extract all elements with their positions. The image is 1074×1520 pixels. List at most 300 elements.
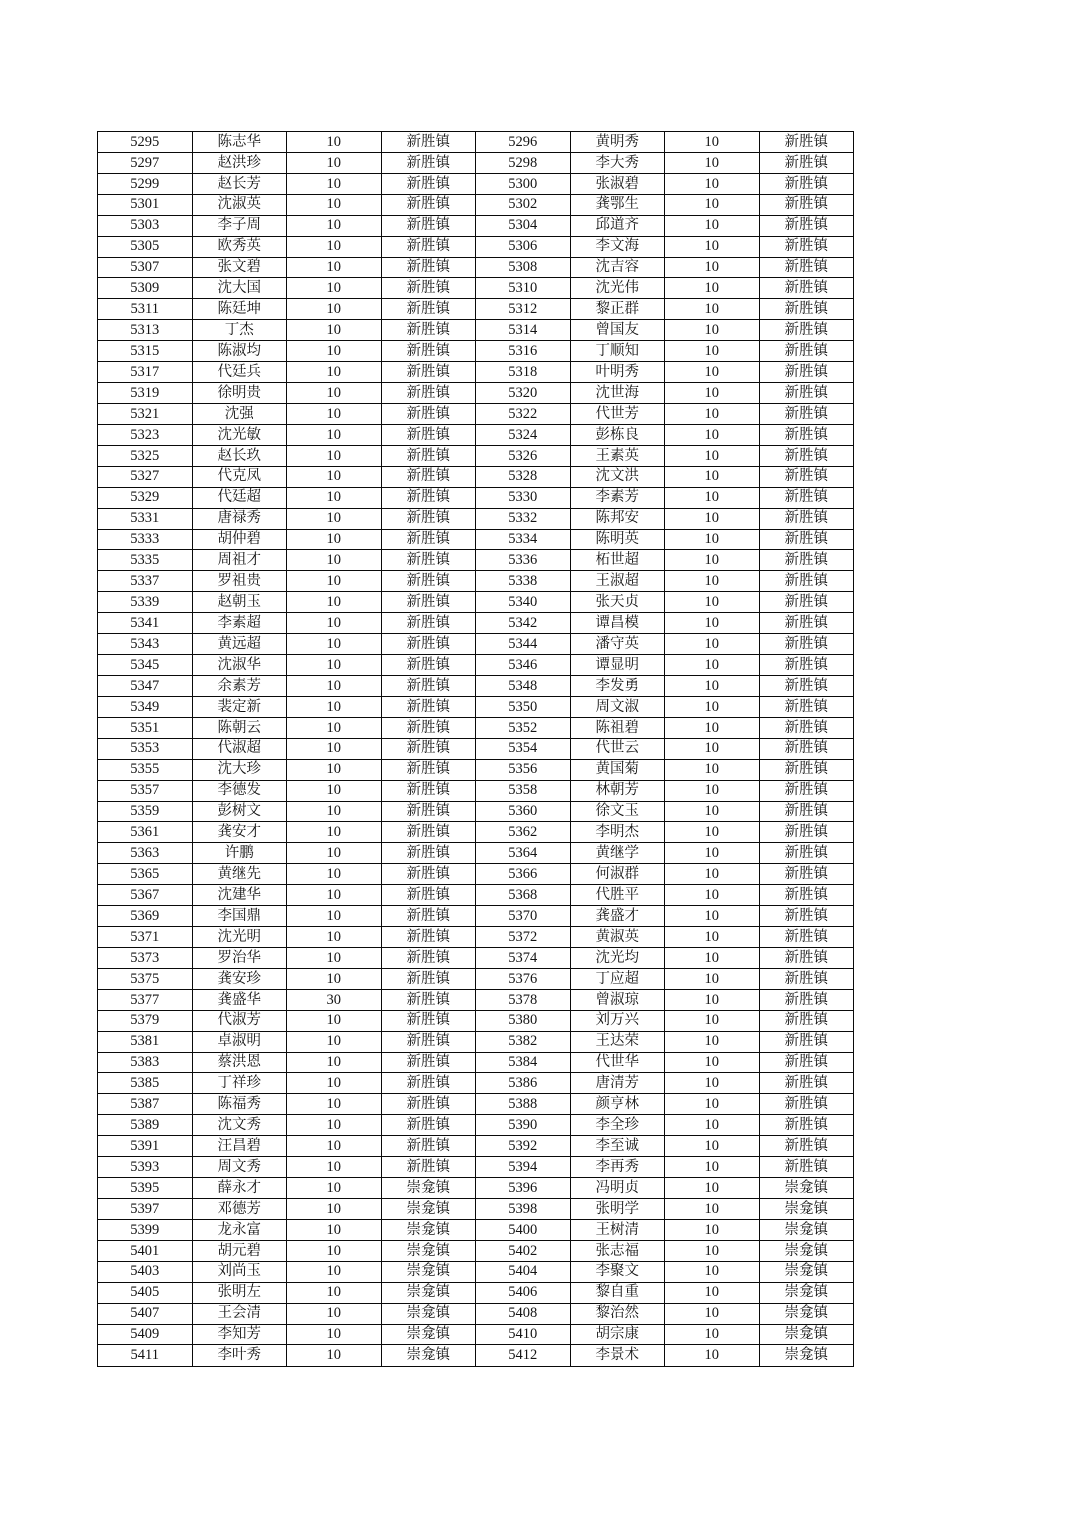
serial-number-cell: 5411 (98, 1345, 193, 1367)
table-row (98, 1136, 854, 1157)
amount-cell: 10 (665, 655, 760, 676)
town-cell: 新胜镇 (381, 529, 476, 550)
town-cell: 新胜镇 (759, 403, 854, 424)
table-row (98, 1261, 854, 1282)
serial-number-cell: 5385 (98, 1073, 193, 1094)
table-row (98, 1199, 854, 1220)
table-row (98, 717, 854, 738)
amount-cell: 10 (287, 424, 382, 445)
serial-number-cell: 5326 (476, 445, 571, 466)
person-name-cell: 赵洪珍 (192, 152, 287, 173)
town-cell: 崇龛镇 (381, 1324, 476, 1345)
amount-cell: 10 (287, 487, 382, 508)
amount-cell: 10 (665, 927, 760, 948)
amount-cell: 10 (287, 571, 382, 592)
amount-cell: 10 (665, 759, 760, 780)
serial-number-cell: 5334 (476, 529, 571, 550)
town-cell: 新胜镇 (381, 508, 476, 529)
person-name-cell: 李聚文 (570, 1261, 665, 1282)
serial-number-cell: 5409 (98, 1324, 193, 1345)
amount-cell: 10 (287, 403, 382, 424)
table-row (98, 173, 854, 194)
person-name-cell: 陈淑均 (192, 341, 287, 362)
table-row (98, 132, 854, 153)
town-cell: 新胜镇 (381, 592, 476, 613)
person-name-cell: 沈吉容 (570, 257, 665, 278)
serial-number-cell: 5402 (476, 1240, 571, 1261)
amount-cell: 10 (287, 1219, 382, 1240)
serial-number-cell: 5302 (476, 194, 571, 215)
person-name-cell: 卓淑明 (192, 1031, 287, 1052)
amount-cell: 10 (287, 1136, 382, 1157)
amount-cell: 10 (665, 194, 760, 215)
serial-number-cell: 5315 (98, 341, 193, 362)
person-name-cell: 李发勇 (570, 675, 665, 696)
amount-cell: 10 (665, 571, 760, 592)
town-cell: 新胜镇 (381, 1157, 476, 1178)
serial-number-cell: 5331 (98, 508, 193, 529)
table-row (98, 508, 854, 529)
town-cell: 新胜镇 (381, 236, 476, 257)
town-cell: 新胜镇 (381, 487, 476, 508)
town-cell: 新胜镇 (381, 864, 476, 885)
person-name-cell: 曾淑琼 (570, 989, 665, 1010)
table-row (98, 927, 854, 948)
town-cell: 新胜镇 (759, 278, 854, 299)
person-name-cell: 陈邦安 (570, 508, 665, 529)
serial-number-cell: 5364 (476, 843, 571, 864)
serial-number-cell: 5373 (98, 947, 193, 968)
amount-cell: 10 (287, 362, 382, 383)
serial-number-cell: 5362 (476, 822, 571, 843)
town-cell: 崇龛镇 (759, 1282, 854, 1303)
amount-cell: 10 (665, 1261, 760, 1282)
amount-cell: 10 (287, 738, 382, 759)
person-name-cell: 代克凤 (192, 466, 287, 487)
amount-cell: 10 (665, 1031, 760, 1052)
serial-number-cell: 5412 (476, 1345, 571, 1367)
town-cell: 新胜镇 (759, 675, 854, 696)
table-row (98, 1031, 854, 1052)
person-name-cell: 李知芳 (192, 1324, 287, 1345)
amount-cell: 10 (287, 613, 382, 634)
serial-number-cell: 5400 (476, 1219, 571, 1240)
person-name-cell: 李叶秀 (192, 1345, 287, 1367)
serial-number-cell: 5347 (98, 675, 193, 696)
amount-cell: 10 (665, 1052, 760, 1073)
table-row (98, 655, 854, 676)
serial-number-cell: 5311 (98, 299, 193, 320)
person-name-cell: 潘守英 (570, 634, 665, 655)
person-name-cell: 李子周 (192, 215, 287, 236)
amount-cell: 10 (665, 445, 760, 466)
person-name-cell: 颜亨林 (570, 1094, 665, 1115)
serial-number-cell: 5354 (476, 738, 571, 759)
person-name-cell: 邓德芳 (192, 1199, 287, 1220)
amount-cell: 10 (287, 236, 382, 257)
amount-cell: 10 (665, 696, 760, 717)
amount-cell: 10 (665, 906, 760, 927)
town-cell: 新胜镇 (759, 257, 854, 278)
table-row (98, 1303, 854, 1324)
town-cell: 新胜镇 (381, 906, 476, 927)
serial-number-cell: 5350 (476, 696, 571, 717)
person-name-cell: 李素芳 (570, 487, 665, 508)
town-cell: 新胜镇 (759, 1157, 854, 1178)
town-cell: 崇龛镇 (759, 1199, 854, 1220)
amount-cell: 10 (665, 968, 760, 989)
town-cell: 新胜镇 (381, 780, 476, 801)
amount-cell: 10 (287, 696, 382, 717)
serial-number-cell: 5332 (476, 508, 571, 529)
person-name-cell: 陈志华 (192, 132, 287, 153)
town-cell: 新胜镇 (759, 759, 854, 780)
amount-cell: 10 (665, 634, 760, 655)
person-name-cell: 蔡洪恩 (192, 1052, 287, 1073)
amount-cell: 10 (665, 529, 760, 550)
serial-number-cell: 5318 (476, 362, 571, 383)
table-row (98, 278, 854, 299)
person-name-cell: 李明杰 (570, 822, 665, 843)
person-name-cell: 龚盛华 (192, 989, 287, 1010)
amount-cell: 10 (665, 320, 760, 341)
amount-cell: 10 (665, 403, 760, 424)
town-cell: 崇龛镇 (381, 1303, 476, 1324)
person-name-cell: 沈大国 (192, 278, 287, 299)
amount-cell: 10 (287, 906, 382, 927)
amount-cell: 10 (287, 864, 382, 885)
amount-cell: 10 (287, 655, 382, 676)
amount-cell: 10 (287, 780, 382, 801)
town-cell: 新胜镇 (381, 403, 476, 424)
person-name-cell: 陈祖碧 (570, 717, 665, 738)
table-row (98, 550, 854, 571)
table-row (98, 634, 854, 655)
amount-cell: 10 (665, 1010, 760, 1031)
amount-cell: 10 (665, 487, 760, 508)
serial-number-cell: 5327 (98, 466, 193, 487)
amount-cell: 10 (287, 152, 382, 173)
person-name-cell: 胡仲碧 (192, 529, 287, 550)
table-row (98, 215, 854, 236)
table-row (98, 236, 854, 257)
town-cell: 崇龛镇 (759, 1240, 854, 1261)
amount-cell: 10 (665, 738, 760, 759)
town-cell: 新胜镇 (381, 173, 476, 194)
person-name-cell: 龚鄂生 (570, 194, 665, 215)
person-name-cell: 黎治然 (570, 1303, 665, 1324)
person-name-cell: 黄淑英 (570, 927, 665, 948)
town-cell: 新胜镇 (381, 675, 476, 696)
amount-cell: 10 (665, 550, 760, 571)
town-cell: 新胜镇 (759, 1094, 854, 1115)
town-cell: 新胜镇 (759, 947, 854, 968)
serial-number-cell: 5378 (476, 989, 571, 1010)
amount-cell: 10 (665, 257, 760, 278)
town-cell: 新胜镇 (381, 550, 476, 571)
table-row (98, 1345, 854, 1367)
amount-cell: 10 (287, 1303, 382, 1324)
person-name-cell: 余素芳 (192, 675, 287, 696)
town-cell: 新胜镇 (759, 132, 854, 153)
serial-number-cell: 5330 (476, 487, 571, 508)
serial-number-cell: 5337 (98, 571, 193, 592)
serial-number-cell: 5366 (476, 864, 571, 885)
table-row (98, 989, 854, 1010)
serial-number-cell: 5342 (476, 613, 571, 634)
serial-number-cell: 5349 (98, 696, 193, 717)
serial-number-cell: 5404 (476, 1261, 571, 1282)
amount-cell: 10 (665, 1282, 760, 1303)
amount-cell: 10 (287, 717, 382, 738)
town-cell: 新胜镇 (381, 445, 476, 466)
town-cell: 新胜镇 (759, 152, 854, 173)
amount-cell: 10 (665, 885, 760, 906)
person-name-cell: 张明学 (570, 1199, 665, 1220)
town-cell: 新胜镇 (381, 759, 476, 780)
amount-cell: 10 (665, 341, 760, 362)
person-name-cell: 李德发 (192, 780, 287, 801)
serial-number-cell: 5319 (98, 383, 193, 404)
serial-number-cell: 5407 (98, 1303, 193, 1324)
town-cell: 新胜镇 (381, 843, 476, 864)
person-name-cell: 龚安珍 (192, 968, 287, 989)
amount-cell: 10 (287, 759, 382, 780)
town-cell: 新胜镇 (381, 968, 476, 989)
amount-cell: 10 (665, 1199, 760, 1220)
person-name-cell: 黎自重 (570, 1282, 665, 1303)
person-name-cell: 沈光敏 (192, 424, 287, 445)
person-name-cell: 沈强 (192, 403, 287, 424)
table-row (98, 1282, 854, 1303)
person-name-cell: 欧秀英 (192, 236, 287, 257)
town-cell: 新胜镇 (759, 320, 854, 341)
person-name-cell: 沈光明 (192, 927, 287, 948)
serial-number-cell: 5370 (476, 906, 571, 927)
town-cell: 新胜镇 (381, 152, 476, 173)
serial-number-cell: 5374 (476, 947, 571, 968)
table-row (98, 1073, 854, 1094)
table-row (98, 1010, 854, 1031)
amount-cell: 10 (665, 508, 760, 529)
person-name-cell: 徐明贵 (192, 383, 287, 404)
person-name-cell: 李全珍 (570, 1115, 665, 1136)
town-cell: 新胜镇 (759, 592, 854, 613)
person-name-cell: 黄明秀 (570, 132, 665, 153)
person-name-cell: 黄继先 (192, 864, 287, 885)
town-cell: 新胜镇 (759, 1115, 854, 1136)
serial-number-cell: 5329 (98, 487, 193, 508)
person-name-cell: 张淑碧 (570, 173, 665, 194)
town-cell: 新胜镇 (759, 1010, 854, 1031)
amount-cell: 10 (665, 362, 760, 383)
table-row (98, 759, 854, 780)
town-cell: 新胜镇 (381, 885, 476, 906)
town-cell: 崇龛镇 (759, 1219, 854, 1240)
table-row (98, 801, 854, 822)
person-name-cell: 张志福 (570, 1240, 665, 1261)
town-cell: 崇龛镇 (759, 1261, 854, 1282)
table-row (98, 1115, 854, 1136)
serial-number-cell: 5394 (476, 1157, 571, 1178)
town-cell: 新胜镇 (759, 864, 854, 885)
serial-number-cell: 5395 (98, 1178, 193, 1199)
amount-cell: 10 (287, 1052, 382, 1073)
town-cell: 新胜镇 (381, 927, 476, 948)
person-name-cell: 陈廷坤 (192, 299, 287, 320)
town-cell: 崇龛镇 (381, 1261, 476, 1282)
town-cell: 新胜镇 (381, 215, 476, 236)
serial-number-cell: 5389 (98, 1115, 193, 1136)
person-name-cell: 罗祖贵 (192, 571, 287, 592)
amount-cell: 10 (665, 299, 760, 320)
person-name-cell: 李大秀 (570, 152, 665, 173)
amount-cell: 10 (665, 801, 760, 822)
serial-number-cell: 5295 (98, 132, 193, 153)
table-row (98, 696, 854, 717)
serial-number-cell: 5392 (476, 1136, 571, 1157)
amount-cell: 10 (665, 947, 760, 968)
amount-cell: 10 (287, 1031, 382, 1052)
table-row (98, 1324, 854, 1345)
table-row (98, 571, 854, 592)
table-row (98, 1157, 854, 1178)
town-cell: 新胜镇 (759, 634, 854, 655)
person-name-cell: 曾国友 (570, 320, 665, 341)
town-cell: 新胜镇 (759, 383, 854, 404)
town-cell: 新胜镇 (381, 278, 476, 299)
table-row (98, 592, 854, 613)
person-name-cell: 沈光均 (570, 947, 665, 968)
serial-number-cell: 5356 (476, 759, 571, 780)
person-name-cell: 代淑芳 (192, 1010, 287, 1031)
amount-cell: 10 (665, 173, 760, 194)
serial-number-cell: 5363 (98, 843, 193, 864)
serial-number-cell: 5410 (476, 1324, 571, 1345)
town-cell: 新胜镇 (759, 362, 854, 383)
town-cell: 新胜镇 (381, 801, 476, 822)
table-row (98, 675, 854, 696)
amount-cell: 10 (287, 592, 382, 613)
amount-cell: 10 (287, 968, 382, 989)
town-cell: 新胜镇 (759, 299, 854, 320)
person-name-cell: 陈明英 (570, 529, 665, 550)
table-row (98, 341, 854, 362)
person-name-cell: 冯明贞 (570, 1178, 665, 1199)
person-name-cell: 代世云 (570, 738, 665, 759)
serial-number-cell: 5297 (98, 152, 193, 173)
amount-cell: 10 (665, 383, 760, 404)
amount-cell: 30 (287, 989, 382, 1010)
table-row (98, 613, 854, 634)
serial-number-cell: 5335 (98, 550, 193, 571)
person-name-cell: 赵长玖 (192, 445, 287, 466)
person-name-cell: 刘尚玉 (192, 1261, 287, 1282)
table-row (98, 885, 854, 906)
town-cell: 新胜镇 (381, 634, 476, 655)
town-cell: 新胜镇 (759, 843, 854, 864)
town-cell: 崇龛镇 (381, 1219, 476, 1240)
town-cell: 新胜镇 (759, 550, 854, 571)
amount-cell: 10 (287, 1115, 382, 1136)
amount-cell: 10 (287, 341, 382, 362)
person-name-cell: 龙永富 (192, 1219, 287, 1240)
serial-number-cell: 5343 (98, 634, 193, 655)
amount-cell: 10 (287, 257, 382, 278)
person-name-cell: 叶明秀 (570, 362, 665, 383)
amount-cell: 10 (665, 1136, 760, 1157)
town-cell: 新胜镇 (759, 968, 854, 989)
table-row (98, 487, 854, 508)
town-cell: 新胜镇 (759, 906, 854, 927)
table-row (98, 822, 854, 843)
person-name-cell: 胡元碧 (192, 1240, 287, 1261)
town-cell: 新胜镇 (381, 613, 476, 634)
serial-number-cell: 5341 (98, 613, 193, 634)
person-name-cell: 丁杰 (192, 320, 287, 341)
serial-number-cell: 5399 (98, 1219, 193, 1240)
serial-number-cell: 5353 (98, 738, 193, 759)
amount-cell: 10 (287, 1073, 382, 1094)
serial-number-cell: 5324 (476, 424, 571, 445)
person-name-cell: 黄国菊 (570, 759, 665, 780)
amount-cell: 10 (287, 634, 382, 655)
amount-cell: 10 (665, 466, 760, 487)
table-row (98, 529, 854, 550)
amount-cell: 10 (287, 1261, 382, 1282)
serial-number-cell: 5325 (98, 445, 193, 466)
town-cell: 崇龛镇 (381, 1345, 476, 1367)
serial-number-cell: 5328 (476, 466, 571, 487)
town-cell: 新胜镇 (759, 466, 854, 487)
town-cell: 新胜镇 (381, 383, 476, 404)
town-cell: 新胜镇 (381, 299, 476, 320)
town-cell: 新胜镇 (381, 1010, 476, 1031)
person-name-cell: 徐文玉 (570, 801, 665, 822)
person-name-cell: 何淑群 (570, 864, 665, 885)
amount-cell: 10 (287, 1324, 382, 1345)
serial-number-cell: 5300 (476, 173, 571, 194)
person-name-cell: 彭栋良 (570, 424, 665, 445)
amount-cell: 10 (287, 320, 382, 341)
serial-number-cell: 5405 (98, 1282, 193, 1303)
serial-number-cell: 5301 (98, 194, 193, 215)
person-name-cell: 沈建华 (192, 885, 287, 906)
person-name-cell: 代世华 (570, 1052, 665, 1073)
serial-number-cell: 5299 (98, 173, 193, 194)
town-cell: 新胜镇 (381, 1073, 476, 1094)
table-row (98, 864, 854, 885)
person-name-cell: 王会清 (192, 1303, 287, 1324)
person-name-cell: 丁顺知 (570, 341, 665, 362)
town-cell: 新胜镇 (759, 655, 854, 676)
town-cell: 新胜镇 (759, 780, 854, 801)
town-cell: 新胜镇 (381, 1136, 476, 1157)
amount-cell: 10 (665, 424, 760, 445)
serial-number-cell: 5376 (476, 968, 571, 989)
serial-number-cell: 5398 (476, 1199, 571, 1220)
serial-number-cell: 5314 (476, 320, 571, 341)
town-cell: 崇龛镇 (759, 1324, 854, 1345)
serial-number-cell: 5403 (98, 1261, 193, 1282)
amount-cell: 10 (287, 843, 382, 864)
amount-cell: 10 (287, 173, 382, 194)
serial-number-cell: 5372 (476, 927, 571, 948)
serial-number-cell: 5306 (476, 236, 571, 257)
table-row (98, 152, 854, 173)
serial-number-cell: 5408 (476, 1303, 571, 1324)
amount-cell: 10 (665, 1303, 760, 1324)
